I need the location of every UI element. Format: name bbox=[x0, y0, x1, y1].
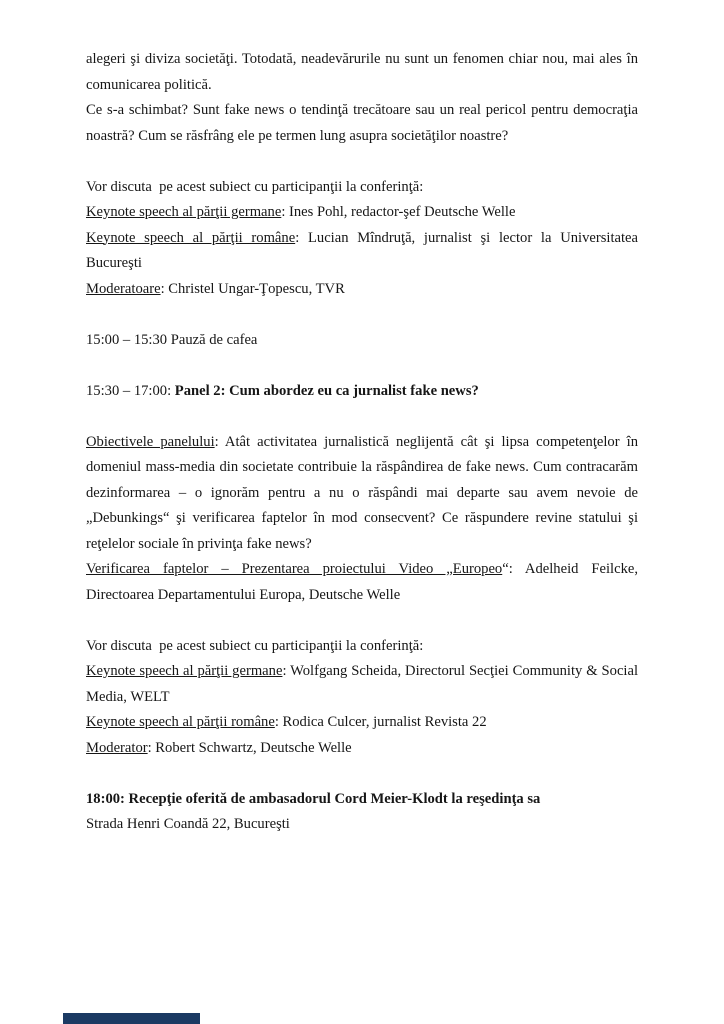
text-segment: dezinformarea – o ignorăm pentru a nu o răspândi mai departe sau avem nevoie de bbox=[86, 484, 638, 501]
blank-line bbox=[86, 302, 638, 328]
text-segment: : Ines Pohl, redactor-şef Deutsche Welle bbox=[281, 204, 516, 220]
text-segment: Vor discuta pe acest subiect cu participanţii la conferinţă: bbox=[86, 637, 424, 654]
text-segment: 15:00 – 15:30 Pauză de cafea bbox=[86, 331, 258, 348]
text-segment: Vor discuta pe acest subiect cu participanţii la conferinţă: bbox=[86, 178, 424, 195]
keynote-german-panel2 bbox=[86, 659, 638, 685]
blank-line bbox=[86, 608, 638, 634]
text-segment: noastră? Cum se răsfrâng ele pe termen lung asupra societăţilor noastre? bbox=[86, 127, 509, 144]
text-line bbox=[86, 73, 638, 99]
text-segment: Panel 2: Cum abordez eu ca jurnalist fake news? bbox=[174, 382, 479, 399]
moderator-panel1 bbox=[86, 277, 638, 303]
reception-line bbox=[86, 787, 638, 813]
moderator-panel2 bbox=[86, 736, 638, 762]
text-segment: : Atât activitatea jurnalistică neglijentă cât şi lipsa competenţelor în bbox=[214, 433, 638, 450]
text-line bbox=[86, 455, 638, 481]
document-body bbox=[86, 47, 638, 838]
text-segment: 18:00: Recepţie oferită de ambasadorul Cord Meier-Klodt la reşedinţa sa bbox=[86, 790, 541, 807]
text-line bbox=[86, 124, 638, 150]
text-segment: reţelelor sociale în privinţa fake news? bbox=[86, 535, 312, 552]
text-segment: : Lucian Mîndruţă, jurnalist şi lector la Universitatea bbox=[295, 229, 638, 246]
keynote-german-panel1 bbox=[86, 200, 638, 226]
bottom-artifact-bar bbox=[63, 1013, 200, 1024]
underlined-label: Keynote speech al părţii române bbox=[86, 229, 296, 246]
text-segment: : Rodica Culcer, jurnalist Revista 22 bbox=[274, 714, 487, 730]
text-line bbox=[86, 685, 638, 711]
reception-address bbox=[86, 812, 638, 838]
panel2-title bbox=[86, 379, 638, 405]
text-line bbox=[86, 251, 638, 277]
blank-line bbox=[86, 761, 638, 787]
text-segment: Directoarea Departamentului Europa, Deutsche Welle bbox=[86, 586, 401, 603]
text-segment: 15:30 – 17:00: bbox=[86, 382, 175, 399]
panel2-objectives bbox=[86, 430, 638, 456]
keynote-romanian-panel1 bbox=[86, 226, 638, 252]
underlined-label: Keynote speech al părţii germane bbox=[86, 663, 283, 679]
text-segment: domeniul mass-media din societate contribuie la răspândirea de fake news. Cum contracarăm bbox=[86, 459, 638, 475]
text-line bbox=[86, 481, 638, 507]
keynote-romanian-panel2 bbox=[86, 710, 638, 736]
text-line bbox=[86, 506, 638, 532]
intro-line-panel1 bbox=[86, 175, 638, 201]
underlined-label: Moderatoare bbox=[86, 280, 161, 297]
text-segment: Strada Henri Coandă 22, Bucureşti bbox=[86, 816, 290, 832]
text-line bbox=[86, 583, 638, 609]
text-line bbox=[86, 47, 638, 73]
underlined-label: Obiectivele panelului bbox=[86, 433, 215, 450]
underlined-label: Keynote speech al părţii române bbox=[86, 714, 275, 730]
underlined-label: Moderator bbox=[86, 739, 148, 756]
coffee-break bbox=[86, 328, 638, 354]
text-segment: “: Adelheid Feilcke, bbox=[502, 561, 639, 577]
text-segment: : Robert Schwartz, Deutsche Welle bbox=[147, 739, 352, 756]
text-segment: Bucureşti bbox=[86, 255, 142, 271]
text-segment: Ce s-a schimbat? Sunt fake news o tendinţă trecătoare sau un real pericol pentru democraţia bbox=[86, 102, 638, 118]
text-line bbox=[86, 98, 638, 124]
blank-line bbox=[86, 149, 638, 175]
intro-line-panel2 bbox=[86, 634, 638, 660]
underlined-label: Verificarea faptelor – Prezentarea proiectului Video „Europeo bbox=[86, 561, 503, 577]
blank-line bbox=[86, 404, 638, 430]
text-segment: alegeri şi diviza societăţi. Totodată, neadevărurile nu sunt un fenomen chiar nou, mai ales în bbox=[86, 51, 638, 67]
text-segment: comunicarea politică. bbox=[86, 76, 212, 93]
blank-line bbox=[86, 353, 638, 379]
fact-checking-presentation bbox=[86, 557, 638, 583]
text-segment: : Christel Ungar-Ţopescu, TVR bbox=[160, 280, 345, 297]
text-segment: : Wolfgang Scheida, Directorul Secţiei Community & Social bbox=[282, 663, 639, 679]
text-segment: „Debunkings“ şi verificarea faptelor în mod consecvent? Ce răspundere revine statului şi bbox=[86, 510, 638, 526]
text-line bbox=[86, 532, 638, 558]
underlined-label: Keynote speech al părţii germane bbox=[86, 204, 282, 220]
text-segment: Media, WELT bbox=[86, 688, 170, 705]
